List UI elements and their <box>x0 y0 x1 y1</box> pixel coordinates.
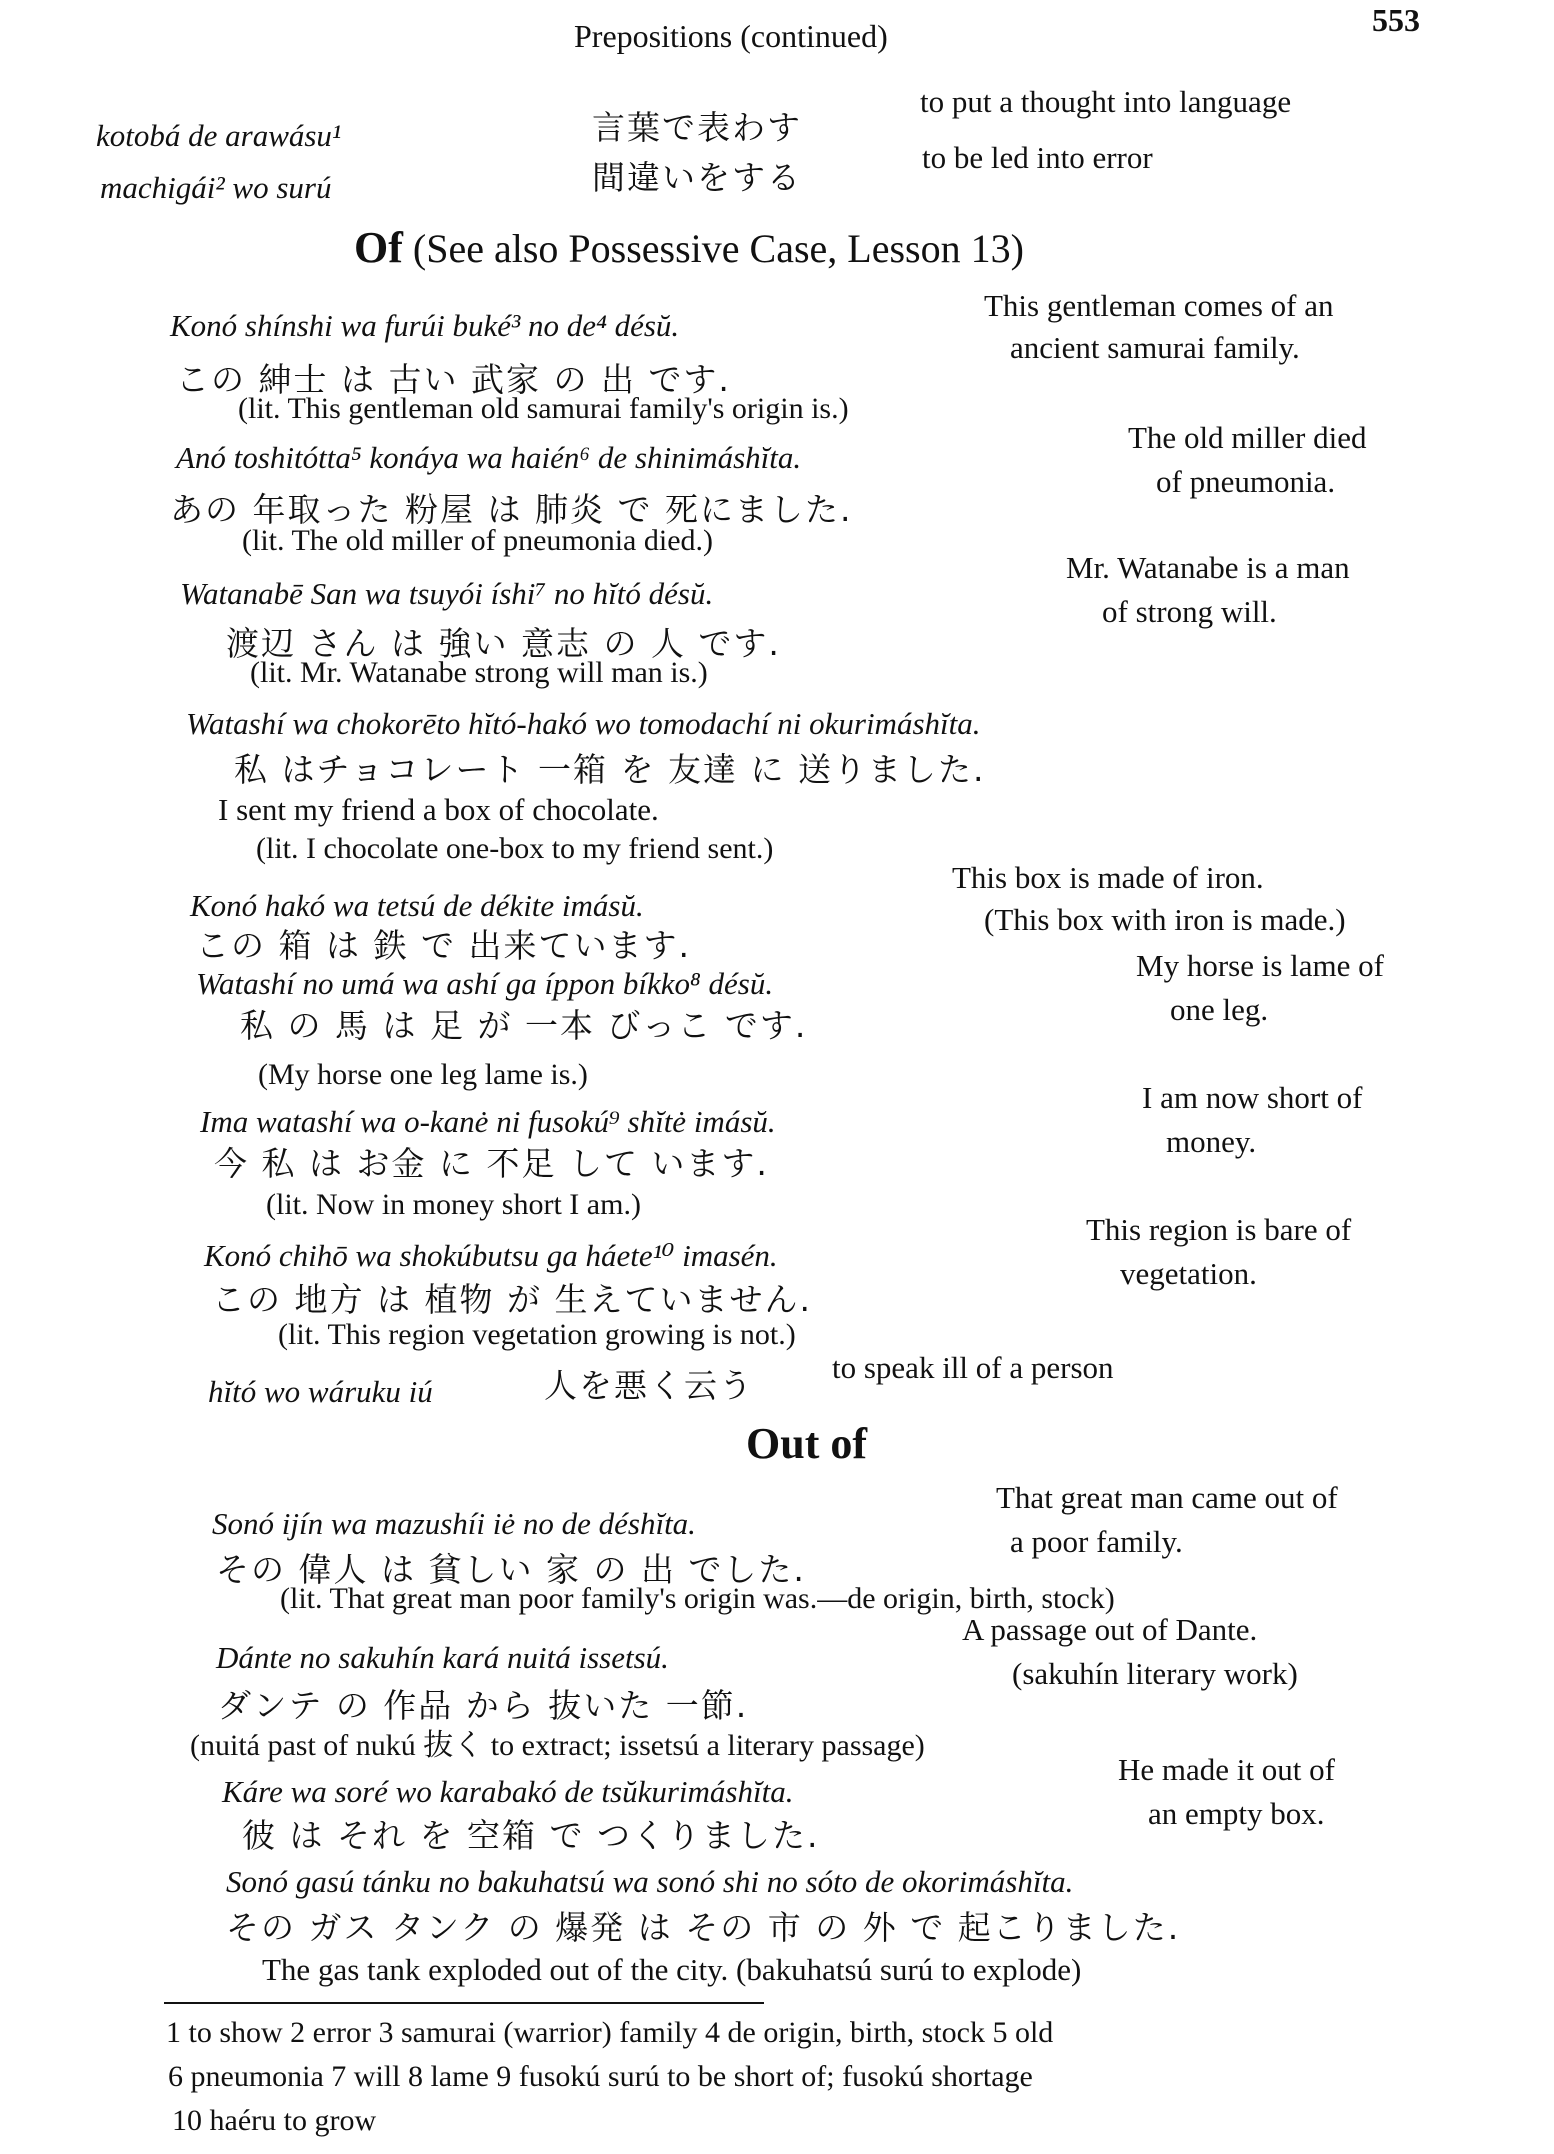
footnote-rule <box>164 2002 764 2004</box>
romaji: Watashí no umá wa ashí ga íppon bíkko⁸ désŭ. <box>196 966 774 1001</box>
literal-translation: (lit. I chocolate one-box to my friend sent.) <box>256 832 774 865</box>
japanese: 私 の 馬 は 足 が 一本 びっこ です. <box>240 1006 808 1045</box>
running-header: Prepositions (continued) <box>574 18 888 54</box>
romaji: machigái² wo surú <box>100 170 332 205</box>
english-line-2: one leg. <box>1170 992 1269 1027</box>
footnote-line: 1 to show 2 error 3 samurai (warrior) family 4 de origin, birth, stock 5 old <box>166 2016 1054 2049</box>
english-line-2: vegetation. <box>1120 1256 1257 1291</box>
literal-translation: (lit. Mr. Watanabe strong will man is.) <box>250 656 708 689</box>
japanese: 言葉で表わす <box>592 108 802 147</box>
english-line-1: My horse is lame of <box>1136 948 1384 983</box>
english-line-2: ancient samurai family. <box>1010 330 1300 365</box>
english-line-1: This region is bare of <box>1086 1212 1352 1247</box>
literal-translation: (lit. This gentleman old samurai family's origin is.) <box>238 392 849 425</box>
literal-translation: (lit. The old miller of pneumonia died.) <box>242 524 714 557</box>
japanese: 人を悪く云う <box>544 1366 754 1405</box>
english-line-1: This gentleman comes of an <box>984 288 1334 323</box>
english-line-2: an empty box. <box>1148 1796 1325 1831</box>
japanese: 渡辺 さん は 強い 意志 の 人 です. <box>226 624 781 663</box>
romaji: hĭtó wo wáruku iú <box>208 1374 433 1409</box>
section-title: Out of <box>746 1419 867 1468</box>
english-line-1: I sent my friend a box of chocolate. <box>218 792 659 827</box>
japanese: この 紳士 は 古い 武家 の 出 です. <box>176 360 731 399</box>
japanese: 私 はチョコレート 一箱 を 友達 に 送りました. <box>234 750 986 789</box>
english-line-1: I am now short of <box>1142 1080 1363 1115</box>
literal-translation: (My horse one leg lame is.) <box>258 1058 588 1091</box>
english: to put a thought into language <box>920 84 1292 119</box>
japanese: あの 年取った 粉屋 は 肺炎 で 死にました. <box>170 490 853 529</box>
japanese: この 箱 は 鉄 で 出来ています. <box>196 926 691 965</box>
japanese: 彼 は それ を 空箱 で つくりました. <box>242 1816 820 1855</box>
english-line-1: He made it out of <box>1118 1752 1335 1787</box>
english: to speak ill of a person <box>832 1350 1114 1385</box>
japanese: この 地方 は 植物 が 生えていません. <box>212 1280 812 1319</box>
english-line-2: (This box with iron is made.) <box>984 902 1346 937</box>
literal-translation: (lit. That great man poor family's origin was.—de origin, birth, stock) <box>280 1582 1115 1615</box>
japanese: 間違いをする <box>592 158 802 197</box>
romaji: Konó shínshi wa furúi buké³ no de⁴ désŭ. <box>170 308 680 343</box>
english-line-2: money. <box>1166 1124 1257 1159</box>
english-line-2: of strong will. <box>1102 594 1277 629</box>
english-line-1: This box is made of iron. <box>952 860 1264 895</box>
romaji: Watanabē San wa tsuyói íshi⁷ no hĭtó désŭ. <box>180 576 714 611</box>
romaji: Sonó ijín wa mazushíi iė no de déshĭta. <box>212 1506 696 1541</box>
english-line-2: (sakuhín literary work) <box>1012 1656 1298 1691</box>
romaji: Ima watashí wa o-kanė ni fusokú⁹ shĭtė imásŭ. <box>200 1104 776 1139</box>
section-heading-of <box>354 222 1024 273</box>
footnote-line: 10 haéru to grow <box>172 2104 377 2137</box>
japanese: その ガス タンク の 爆発 は その 市 の 外 で 起こりました. <box>226 1908 1181 1947</box>
english-line-1: A passage out of Dante. <box>962 1612 1258 1647</box>
english: to be led into error <box>922 140 1153 175</box>
page-number: 553 <box>1372 2 1420 38</box>
literal-translation: (nuitá past of nukú 抜く to extract; issetsú a literary passage) <box>190 1729 925 1762</box>
romaji: Konó chihō wa shokúbutsu ga háete¹⁰ imasén. <box>204 1238 778 1273</box>
section-subtitle: (See also Possessive Case, Lesson 13) <box>412 226 1024 271</box>
literal-translation: (lit. Now in money short I am.) <box>266 1188 641 1221</box>
section-heading-out-of <box>746 1418 867 1469</box>
japanese: ダンテ の 作品 から 抜いた 一節. <box>218 1686 749 1725</box>
romaji: Konó hakó wa tetsú de dékite imásŭ. <box>190 888 644 923</box>
romaji: Watashí wa chokorēto hĭtó-hakó wo tomodachí ni okurimáshĭta. <box>186 706 981 741</box>
romaji: Sonó gasú tánku no bakuhatsú wa sonó shi no sóto de okorimáshĭta. <box>226 1864 1074 1899</box>
english-line-2: a poor family. <box>1010 1524 1183 1559</box>
section-title: Of <box>354 223 403 272</box>
romaji: Káre wa soré wo karabakó de tsŭkurimáshĭta. <box>222 1774 794 1809</box>
english-line-2: of pneumonia. <box>1156 464 1336 499</box>
footnote-line: 6 pneumonia 7 will 8 lame 9 fusokú surú to be short of; fusokú shortage <box>168 2060 1033 2093</box>
romaji: kotobá de arawásu¹ <box>96 118 342 153</box>
romaji: Dánte no sakuhín kará nuitá issetsú. <box>216 1640 669 1675</box>
japanese: その 偉人 は 貧しい 家 の 出 でした. <box>216 1550 806 1589</box>
english-line-1: The old miller died <box>1128 420 1367 455</box>
english-line-1: The gas tank exploded out of the city. (bakuhatsú surú to explode) <box>262 1952 1082 1987</box>
english-line-1: That great man came out of <box>996 1480 1338 1515</box>
japanese: 今 私 は お金 に 不足 して います. <box>214 1144 769 1183</box>
english-line-1: Mr. Watanabe is a man <box>1066 550 1350 585</box>
literal-translation: (lit. This region vegetation growing is not.) <box>278 1318 796 1351</box>
romaji: Anó toshitótta⁵ konáya wa haién⁶ de shinimáshĭta. <box>176 440 802 475</box>
